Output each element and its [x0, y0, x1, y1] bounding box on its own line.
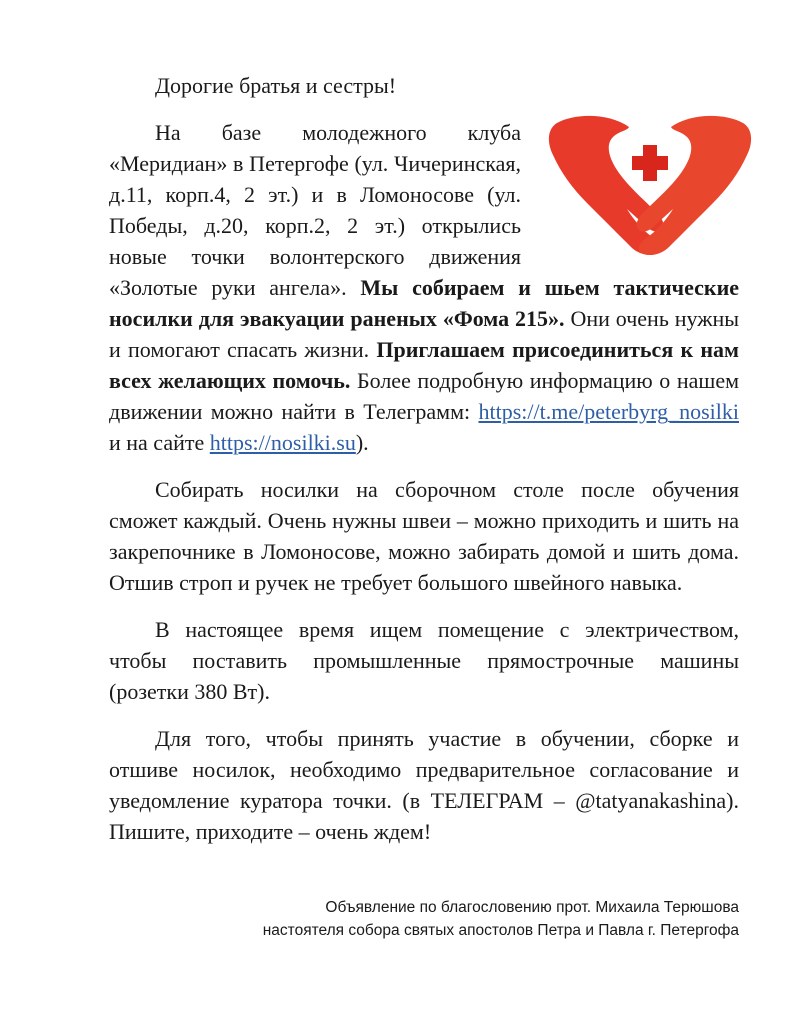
- intro-text: На базе молодежного клуба «Меридиан» в Петергофе (ул. Чичеринская, д.11, корп.4, 2 эт.) и в Ломоносове (ул. Победы, д.20, корп.2, 2 эт.) открылись новые точки волонтерского движения «Золотые руки ангела».: [109, 120, 521, 300]
- footer-line-1: Объявление по благословению прот. Михаила Терюшова: [325, 899, 739, 916]
- paragraph-assembly: Собирать носилки на сборочном столе после обучения сможет каждый. Очень нужны швеи – можно приходить и шить на закрепочнике в Ломоносове, можно забирать домой и шить дома. Отшив строп и ручек не требует большого швейного навыка.: [109, 477, 739, 595]
- closing-paren: ).: [355, 430, 369, 455]
- footer-line-2: настоятеля собора святых апостолов Петра и Павла г. Петергофа: [262, 922, 739, 939]
- site-text: и на сайте: [109, 430, 205, 455]
- site-link[interactable]: https://nosilki.su: [209, 430, 356, 455]
- heart-hands-red-cross-logo: [547, 115, 753, 263]
- bold-collect-stretchers: Мы собираем и шьем тактические носилки для эвакуации раненых «Фома 215».: [109, 275, 740, 331]
- announcement-body: [109, 70, 739, 847]
- greeting: Дорогие братья и сестры!: [155, 73, 397, 98]
- telegram-link[interactable]: https://t.me/peterbyrg_nosilki: [478, 399, 740, 424]
- paragraph-participation: Для того, чтобы принять участие в обучении, сборке и отшиве носилок, необходимо предварительное согласование и уведомление куратора точки. (в ТЕЛЕГРАМ – @tatyanakashina). Пишите, приходите – очень ждем!: [109, 726, 739, 844]
- more-info-text: Более подробную информацию о нашем движении можно найти в Телеграмм:: [109, 368, 739, 424]
- bold-invitation: Приглашаем присоединиться к нам всех желающих помочь.: [109, 337, 739, 393]
- need-text: Они очень нужны и помогают спасать жизни.: [109, 306, 740, 362]
- blessing-footer: [263, 896, 739, 942]
- paragraph-volunteer-points: [109, 117, 739, 458]
- paragraph-room-search: В настоящее время ищем помещение с электричеством, чтобы поставить промышленные прямострочные машины (розетки 380 Вт).: [109, 617, 739, 704]
